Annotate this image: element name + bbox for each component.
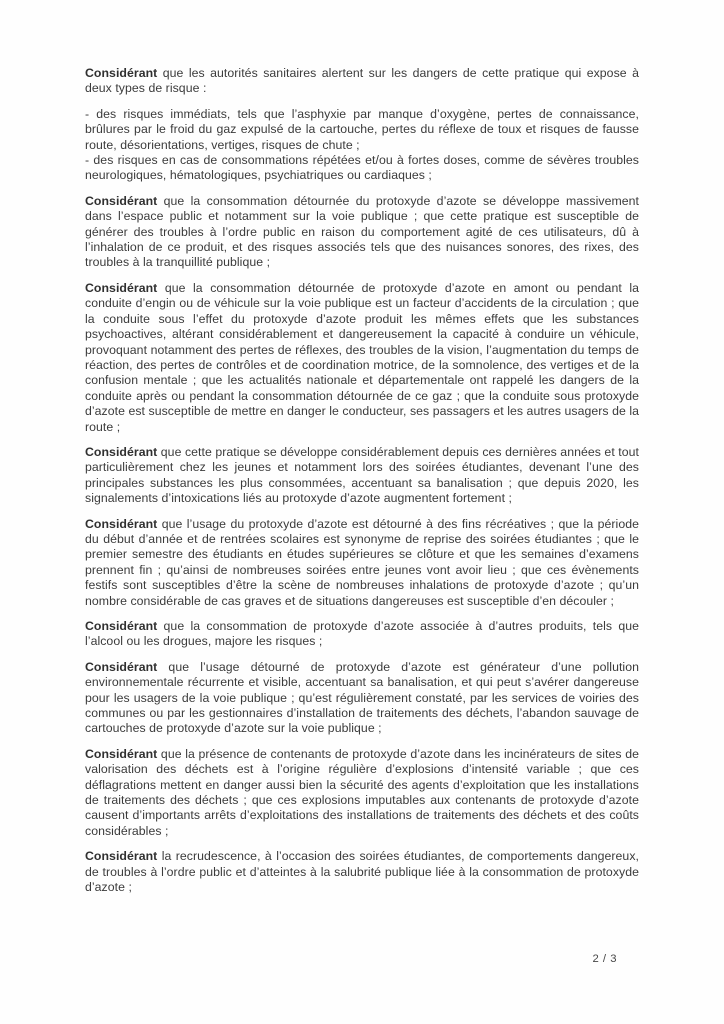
considerant-text: que l’usage détourné de protoxyde d’azote est générateur d’une pollution environnementale récurrente et visible, accentuant sa banalisation, et qui peut s’avérer dangereuse pour les usagers de la voie publique ; qu’est régulièrement constaté, par les services de voiries des communes ou par les gestionnaires d’installation de traitements des déchets, l’abandon sauvage de cartouches de protoxyde d’azote sur la voie publique ; xyxy=(85,659,639,736)
considerant-lead: Considérant xyxy=(85,280,158,295)
considerant-paragraph-1 xyxy=(85,66,639,97)
considerant-paragraph-9 xyxy=(85,849,639,895)
considerant-text: que la consommation détournée du protoxyde d’azote se développe massivement dans l’espace public et notamment sur la voie publique ; que cette pratique est susceptible de générer des troubles à l’ordre public en raison du comportement agité de ces utilisateurs, dû à l’inhalation de ce produit, et des risques associés tels que des nuisances sonores, des rixes, des troubles à la tranquillité publique ; xyxy=(85,193,639,270)
considerant-lead: Considérant xyxy=(85,619,158,633)
considerant-paragraph-5 xyxy=(85,517,639,609)
considerant-paragraph-2 xyxy=(85,194,639,271)
considerant-text: que la présence de contenants de protoxyde d’azote dans les incinérateurs de sites de valorisation des déchets est à l’origine régulière d’explosions d’intensité variable ; que ces déflagrations mettent en danger aussi bien la sécurité des agents d’exploitation que les installations de traitements des déchets ; que ces explosions imputables aux contenants de protoxyde d’azote causent d’importants arrêts d’exploitations des installations de traitements des déchets et des coûts considérables ; xyxy=(85,746,639,838)
considerant-paragraph-6 xyxy=(85,619,639,650)
considerant-lead: Considérant xyxy=(85,193,158,208)
document-body xyxy=(85,66,639,906)
considerant-text: que l’usage du protoxyde d’azote est détourné à des fins récréatives ; que la période du début d’année et de rentrées scolaires est synonyme de reprise des soirées étudiantes ; que le premier semestre des étudiants en études supérieures se clôture et que les semaines d’examens prennent fin ; qu’ainsi de nombreuses soirées entre jeunes vont avoir lieu ; que ces évènements festifs sont susceptibles d’être la scène de nombreuses inhalations de protoxyde d’azote ; qu’un nombre considérable de cas graves et de situations dangereuses est susceptible d’en découler ; xyxy=(85,516,639,608)
considerant-paragraph-3 xyxy=(85,281,639,435)
considerant-lead: Considérant xyxy=(85,66,158,80)
considerant-lead: Considérant xyxy=(85,849,158,864)
considerant-paragraph-4 xyxy=(85,445,639,507)
considerant-text: que cette pratique se développe considérablement depuis ces dernières années et tout particulièrement chez les jeunes et notamment lors des soirées étudiantes, devenant l’une des principales substances les plus consommées, accentuant sa banalisation ; que depuis 2020, les signalements d’intoxications liés au protoxyde d’azote augmentent fortement ; xyxy=(85,444,639,506)
considerant-lead: Considérant xyxy=(85,444,158,459)
risk-list-item-2: - des risques en cas de consommations répétées et/ou à fortes doses, comme de sévères troubles neurologiques, hématologiques, psychiatriques ou cardiaques ; xyxy=(85,153,639,183)
considerant-lead: Considérant xyxy=(85,746,158,761)
considerant-text: la recrudescence, à l’occasion des soirées étudiantes, de comportements dangereux, de troubles à l’ordre public et d’atteintes à la salubrité publique liée à la consommation de protoxyde d’azote ; xyxy=(85,849,639,895)
considerant-text: que la consommation de protoxyde d’azote associée à d’autres produits, tels que l’alcool ou les drogues, majore les risques ; xyxy=(85,619,639,649)
considerant-lead: Considérant xyxy=(85,516,158,531)
page-number: 2 / 3 xyxy=(592,953,617,965)
considerant-text: que la consommation détournée de protoxyde d’azote en amont ou pendant la conduite d’engin ou de véhicule sur la voie publique est un facteur d’accidents de la circulation ; que la conduite sous l’effet du protoxyde d’azote produit les mêmes effets que les substances psychoactives, altérant considérablement et dangereusement la capacité à conduire un véhicule, provoquant notamment des pertes de réflexes, des troubles de la vision, l’augmentation du temps de réaction, des pertes de contrôles et de coordination motrice, de la somnolence, des vertiges et de la confusion mentale ; que les actualités nationale et départementale ont rappelé les dangers de la conduite après ou pendant la consommation détournée de ce gaz ; que la conduite sous protoxyde d’azote est susceptible de mettre en danger le conducteur, ses passagers et les autres usagers de la route ; xyxy=(85,280,639,434)
considerant-paragraph-7 xyxy=(85,660,639,737)
risk-list-item-1: - des risques immédiats, tels que l’asphyxie par manque d’oxygène, pertes de connaissance, brûlures par le froid du gaz expulsé de la cartouche, pertes du réflexe de toux et risques de fausse route, désorientations, vertiges, risques de chute ; xyxy=(85,106,639,152)
considerant-text: que les autorités sanitaires alertent sur les dangers de cette pratique qui expose à deux types de risque : xyxy=(85,66,639,96)
considerant-lead: Considérant xyxy=(85,659,158,674)
risk-list xyxy=(85,107,639,184)
considerant-paragraph-8 xyxy=(85,747,639,839)
